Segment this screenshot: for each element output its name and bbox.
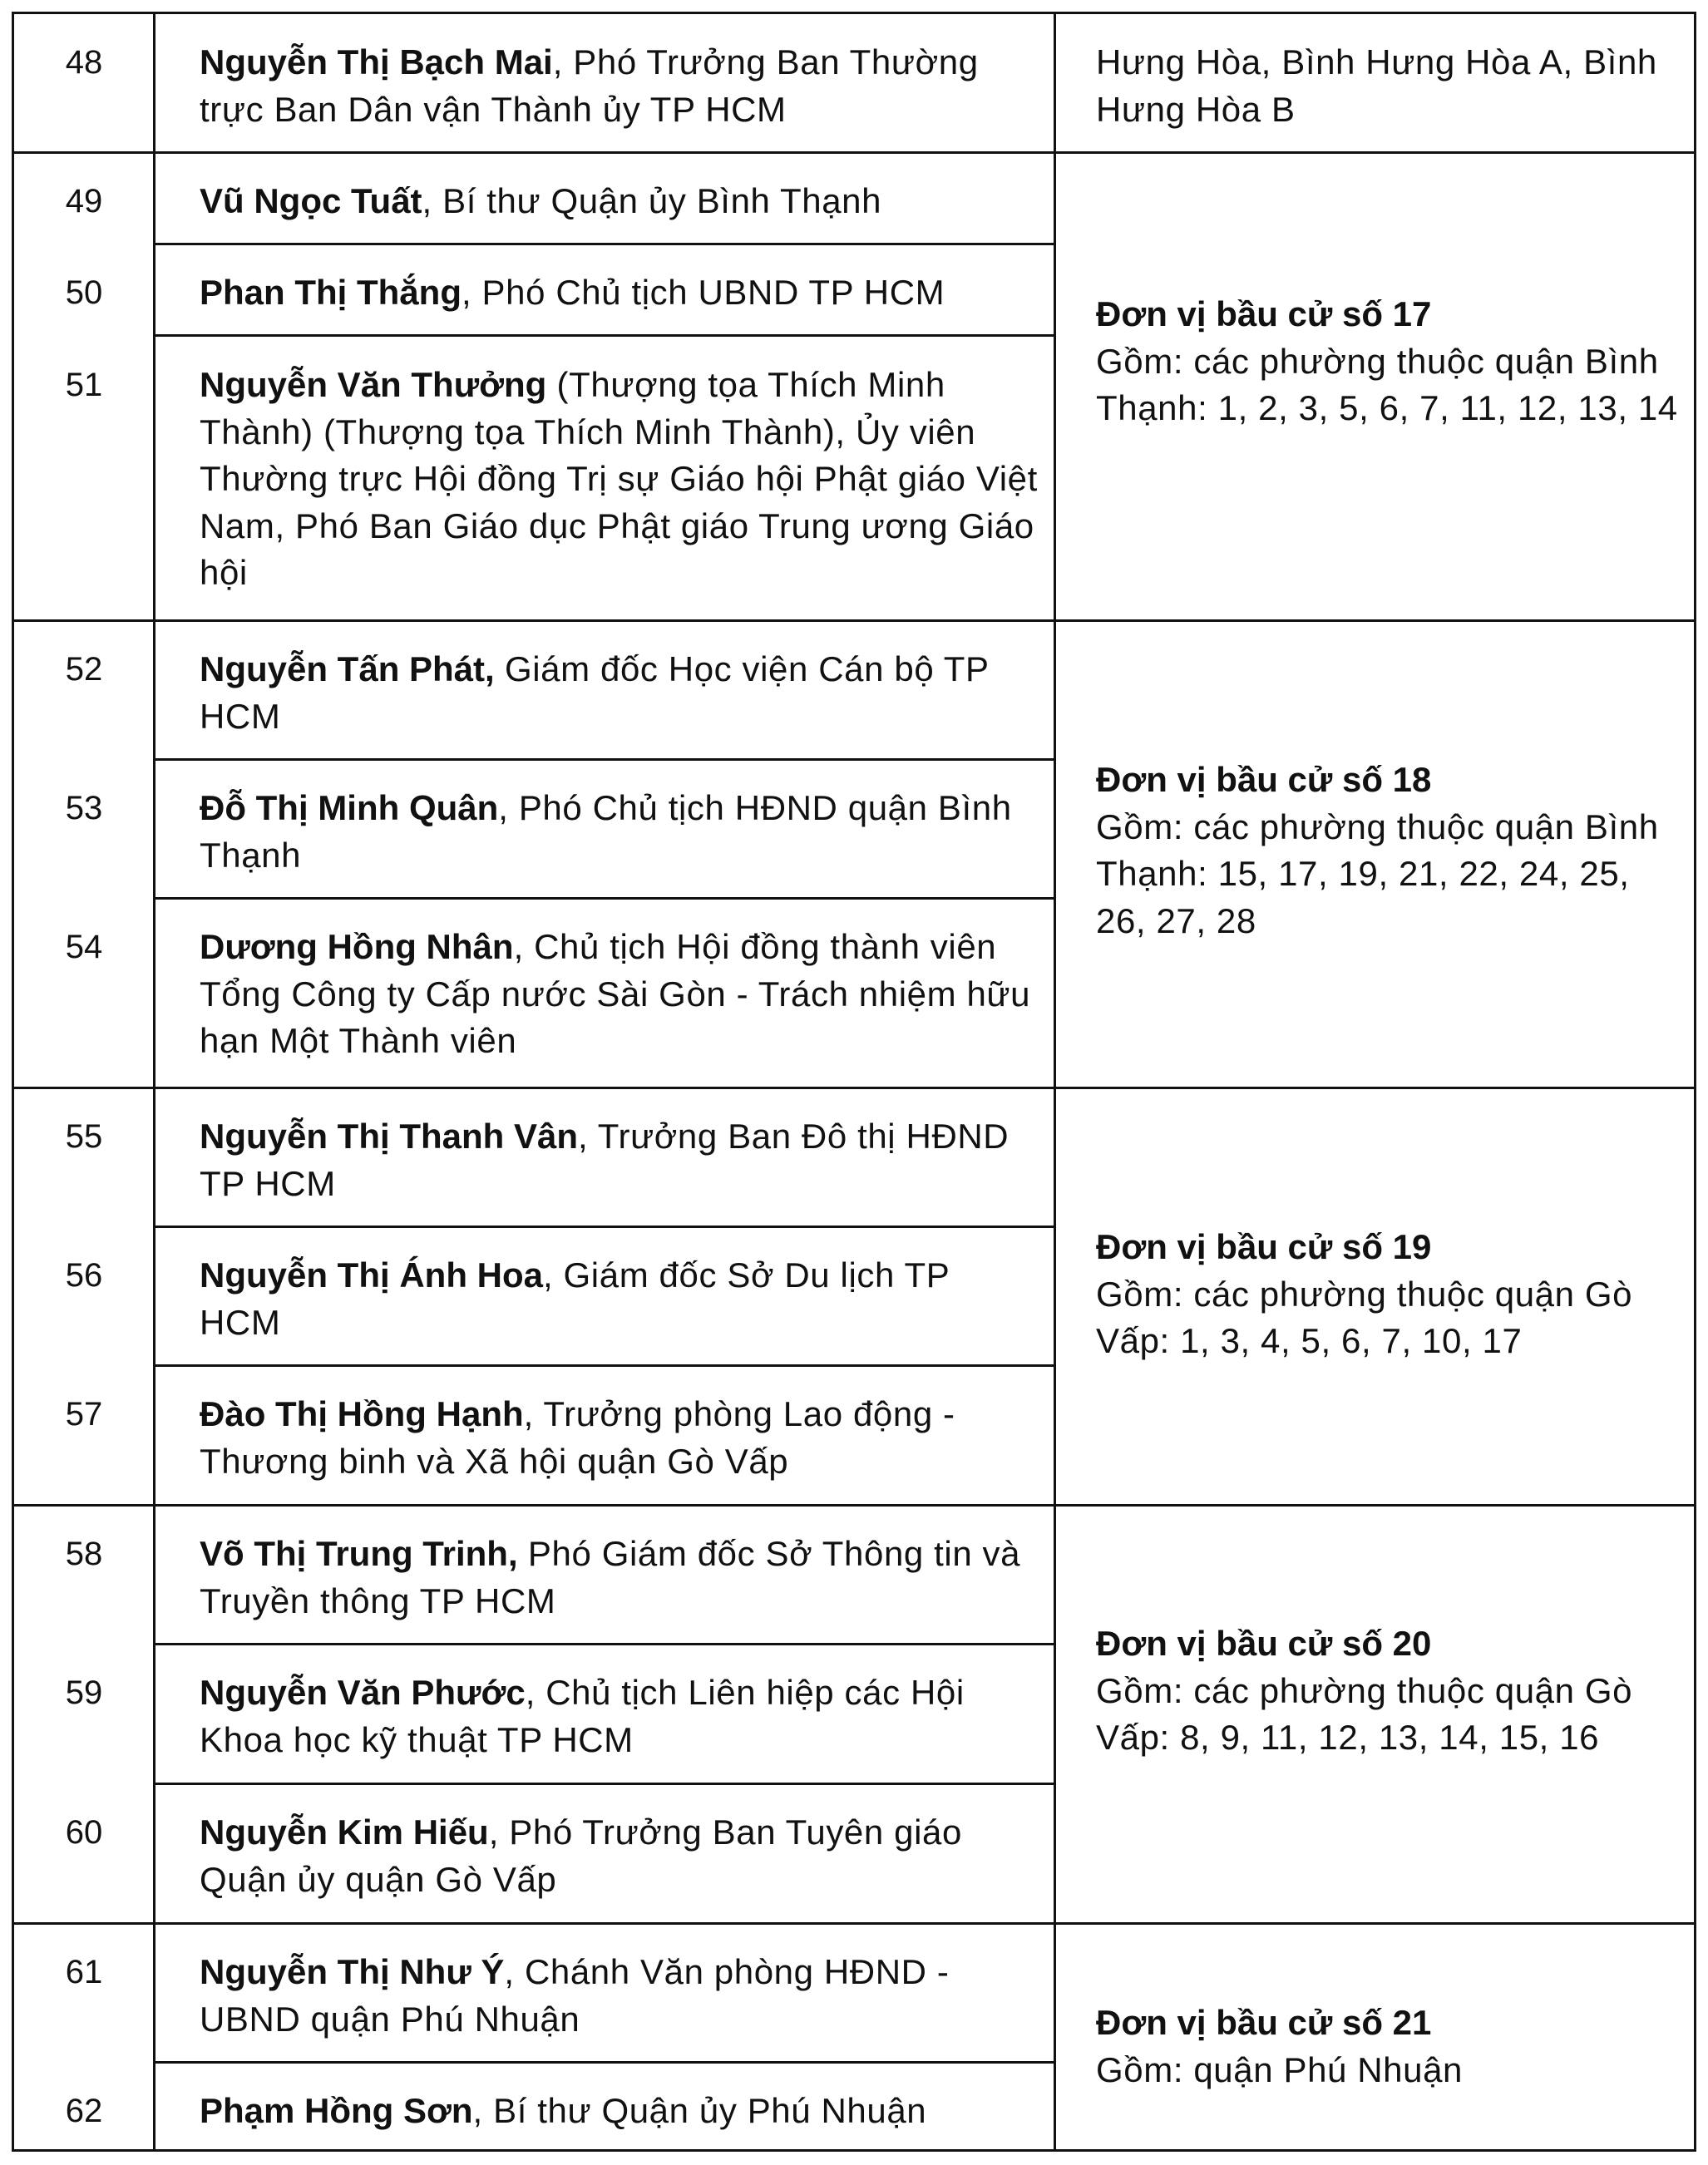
- row-number: 58: [65, 1536, 103, 1572]
- candidate-role: , Chủ tịch Hội đồng thành viên Tổng Công ty Cấp nước Sài Gòn - Trách nhiệm hữu hạn Một Thành viên: [200, 927, 1031, 1060]
- candidate-role: , Trưởng phòng Lao động - Thương binh và Xã hội quận Gò Vấp: [200, 1394, 955, 1481]
- candidate-entry: [200, 1949, 1039, 2043]
- candidate-name: Nguyễn Văn Thưởng: [200, 365, 547, 404]
- row-divider: [153, 334, 1054, 337]
- row-divider: [153, 1643, 1054, 1645]
- unit-description: Gồm: các phường thuộc quận Bình Thạnh: 1, 2, 3, 5, 6, 7, 11, 12, 13, 14: [1096, 341, 1678, 427]
- candidate-name: Nguyễn Thị Bạch Mai: [200, 42, 553, 81]
- candidate-name: Đào Thị Hồng Hạnh: [200, 1394, 524, 1433]
- candidate-entry: [200, 1669, 1039, 1763]
- candidate-role: Giám đốc Học viện Cán bộ TP HCM: [200, 649, 989, 736]
- candidate-table: [12, 12, 1696, 2152]
- candidate-entry: [200, 924, 1039, 1065]
- row-divider: [153, 2061, 1054, 2064]
- candidate-name: Dương Hồng Nhân: [200, 927, 514, 966]
- candidate-role: , Phó Trưởng Ban Thường trực Ban Dân vận Thành ủy TP HCM: [200, 42, 979, 129]
- group-divider: [1054, 1922, 1694, 1925]
- row-divider: [153, 1783, 1054, 1785]
- row-number: 57: [65, 1396, 103, 1433]
- group-divider: [1054, 151, 1694, 154]
- row-divider: [153, 1364, 1054, 1367]
- row-number: 60: [65, 1814, 103, 1851]
- row-number: 56: [65, 1257, 103, 1294]
- unit-description: Gồm: quận Phú Nhuận: [1096, 2049, 1464, 2089]
- candidate-name: Phan Thị Thắng: [200, 273, 462, 312]
- row-divider: [14, 1087, 1054, 1089]
- row-divider: [14, 1922, 1054, 1925]
- candidate-entry: [200, 1252, 1039, 1346]
- row-divider: [153, 1226, 1054, 1228]
- row-number: 49: [65, 183, 103, 219]
- row-number: 61: [65, 1954, 103, 1990]
- candidate-entry: [200, 785, 1039, 879]
- candidate-name: Võ Thị Trung Trinh,: [200, 1534, 518, 1573]
- electoral-unit: [1096, 757, 1678, 944]
- candidate-role: , Phó Chủ tịch HĐND quận Bình Thạnh: [200, 788, 1012, 875]
- electoral-unit: [1096, 1620, 1678, 1762]
- candidate-entry: [200, 1113, 1039, 1207]
- unit-title: Đơn vị bầu cử số 19: [1096, 1227, 1432, 1266]
- unit-title: Đơn vị bầu cử số 20: [1096, 1624, 1432, 1663]
- candidate-entry: [200, 1531, 1039, 1625]
- candidate-entry: [200, 1809, 1039, 1903]
- candidate-role: (Thượng tọa Thích Minh Thành) (Thượng tọa Thích Minh Thành), Ủy viên Thường trực Hội đồng Trị sự Giáo hội Phật giáo Việt Nam, Phó Ban Giáo dục Phật giáo Trung ương Giáo hội: [200, 365, 1038, 592]
- candidate-role: , Phó Trưởng Ban Tuyên giáo Quận ủy quận Gò Vấp: [200, 1812, 962, 1899]
- row-number: 54: [65, 929, 103, 965]
- candidate-entry: [200, 178, 1039, 225]
- row-number: 52: [65, 651, 103, 688]
- candidate-name: Phạm Hồng Sơn: [200, 2091, 473, 2130]
- column-divider: [1054, 14, 1056, 2149]
- candidate-role: , Trưởng Ban Đô thị HĐND TP HCM: [200, 1117, 1009, 1203]
- candidate-name: Nguyễn Thị Thanh Vân: [200, 1117, 579, 1156]
- candidate-name: Nguyễn Tấn Phát,: [200, 649, 495, 688]
- candidate-entry: [200, 1391, 1039, 1485]
- candidate-role: , Phó Chủ tịch UBND TP HCM: [461, 273, 945, 312]
- electoral-unit: [1096, 291, 1678, 432]
- candidate-name: Nguyễn Thị Như Ý: [200, 1952, 505, 1991]
- unit-description: Gồm: các phường thuộc quận Bình Thạnh: 15, 17, 19, 21, 22, 24, 25, 26, 27, 28: [1096, 806, 1659, 940]
- candidate-entry: [200, 39, 1039, 133]
- candidate-role: , Bí thư Quận ủy Phú Nhuận: [472, 2091, 927, 2130]
- row-number: 50: [65, 274, 103, 311]
- row-number: 55: [65, 1118, 103, 1155]
- row-divider: [14, 619, 1054, 622]
- candidate-entry: [200, 2088, 1039, 2135]
- candidate-role: , Chánh Văn phòng HĐND - UBND quận Phú Nhuận: [200, 1952, 950, 2039]
- candidate-name: Nguyễn Kim Hiếu: [200, 1812, 489, 1852]
- row-divider: [153, 243, 1054, 245]
- candidate-entry: [200, 646, 1039, 740]
- electoral-unit: [1096, 39, 1678, 133]
- group-divider: [1054, 1504, 1694, 1507]
- candidate-role: Phó Giám đốc Sở Thông tin và Truyền thông TP HCM: [200, 1534, 1021, 1620]
- candidate-role: , Giám đốc Sở Du lịch TP HCM: [200, 1255, 950, 1342]
- row-divider: [153, 897, 1054, 900]
- candidate-name: Nguyễn Thị Ánh Hoa: [200, 1255, 543, 1295]
- unit-description: Gồm: các phường thuộc quận Gò Vấp: 8, 9, 11, 12, 13, 14, 15, 16: [1096, 1670, 1633, 1757]
- row-number: 59: [65, 1674, 103, 1711]
- row-number: 48: [65, 44, 103, 81]
- candidate-name: Đỗ Thị Minh Quân: [200, 788, 499, 827]
- unit-description: Hưng Hòa, Bình Hưng Hòa A, Bình Hưng Hòa B: [1096, 42, 1657, 129]
- unit-title: Đơn vị bầu cử số 21: [1096, 2003, 1432, 2042]
- group-divider: [1054, 619, 1694, 622]
- unit-description: Gồm: các phường thuộc quận Gò Vấp: 1, 3, 4, 5, 6, 7, 10, 17: [1096, 1274, 1633, 1360]
- row-number: 53: [65, 790, 103, 826]
- row-divider: [14, 1504, 1054, 1507]
- electoral-unit: [1096, 2000, 1678, 2093]
- group-divider: [1054, 1087, 1694, 1089]
- candidate-role: , Bí thư Quận ủy Bình Thạnh: [422, 181, 882, 220]
- candidate-entry: [200, 362, 1039, 597]
- candidate-role: , Chủ tịch Liên hiệp các Hội Khoa học kỹ thuật TP HCM: [200, 1673, 965, 1759]
- electoral-unit: [1096, 1224, 1678, 1365]
- row-number: 51: [65, 367, 103, 403]
- row-number: 62: [65, 2093, 103, 2129]
- candidate-name: Nguyễn Văn Phước: [200, 1673, 526, 1712]
- row-divider: [153, 758, 1054, 761]
- candidate-entry: [200, 269, 1039, 317]
- candidate-name: Vũ Ngọc Tuất: [200, 181, 422, 220]
- row-divider: [14, 151, 1054, 154]
- unit-title: Đơn vị bầu cử số 17: [1096, 294, 1432, 333]
- unit-title: Đơn vị bầu cử số 18: [1096, 760, 1432, 799]
